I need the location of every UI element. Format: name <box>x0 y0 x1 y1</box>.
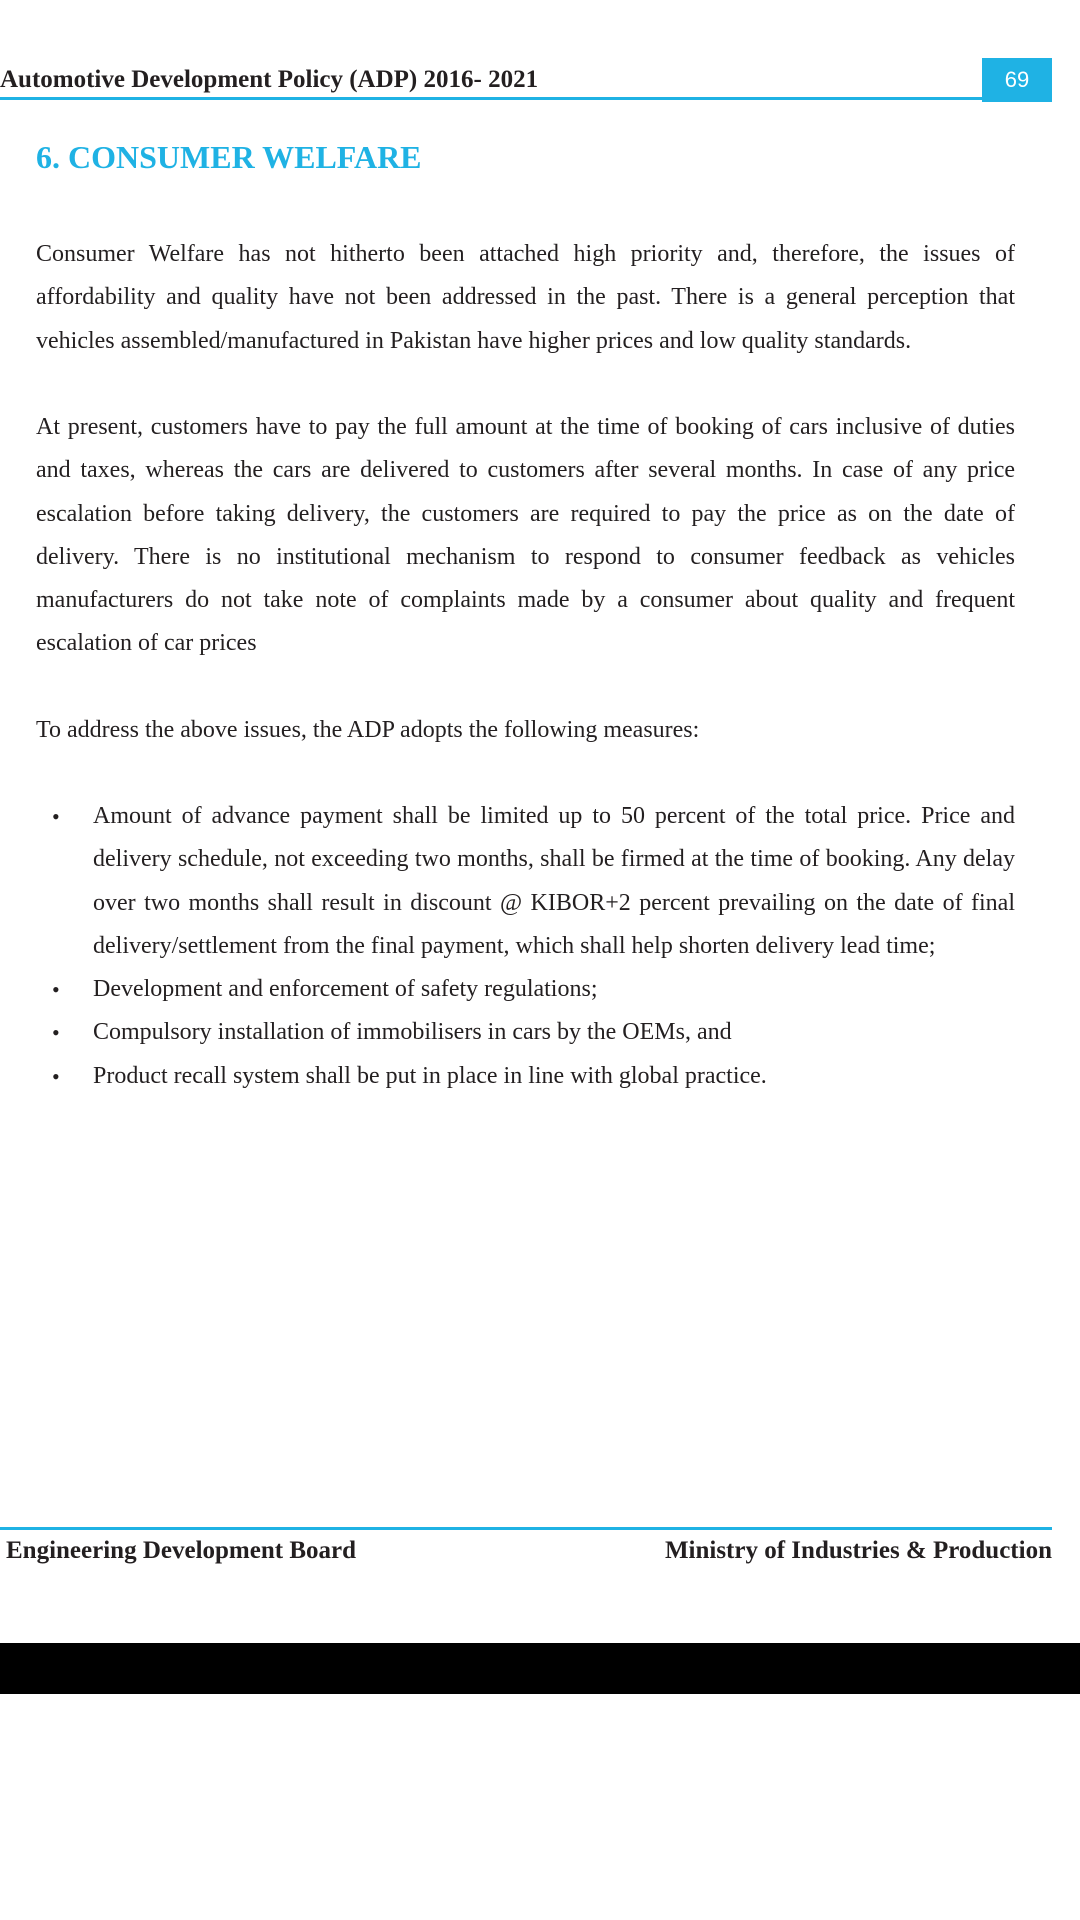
bullet-icon: • <box>52 1063 60 1089</box>
section-heading: 6. CONSUMER WELFARE <box>36 139 422 175</box>
list-item-text: Product recall system shall be put in place in line with global practice. <box>93 1062 767 1089</box>
list-item-text: Development and enforcement of safety regulations; <box>93 976 598 1002</box>
list-item <box>36 1011 1015 1054</box>
list-item-text: Amount of advance payment shall be limited up to 50 percent of the total price. Price and delivery schedule, not exceeding two months, shall be firmed at the time of booking. Any delay over two months shall result in discount @ KIBOR+2 percent prevailing on the date of final delivery/settlement from the final payment, which shall help shorten delivery lead time; <box>93 803 1015 959</box>
paragraph: At present, customers have to pay the full amount at the time of booking of cars inclusive of duties and taxes, whereas the cars are delivered to customers after several months. In case of any price escalation before taking delivery, the customers are required to pay the price as on the date of delivery. There is no institutional mechanism to respond to consumer feedback as vehicles manufacturers do not take note of complaints made by a consumer about quality and frequent escalation of car prices <box>36 414 1015 657</box>
footer-ministry: Ministry of Industries & Production <box>664 1537 1052 1564</box>
list-item-text: Compulsory installation of immobilisers in cars by the OEMs, and <box>93 1019 732 1046</box>
paragraph: To address the above issues, the ADP adopts the following measures: <box>36 717 700 743</box>
page-header <box>0 60 1052 100</box>
bottom-black-band <box>0 1643 1080 1694</box>
header-divider <box>0 97 1052 100</box>
document-title: Automotive Development Policy (ADP) 2016- 2021 <box>0 66 539 93</box>
bullet-icon: • <box>52 804 60 829</box>
measures-list <box>36 795 1015 1098</box>
list-item <box>36 1055 1015 1098</box>
paragraph: Consumer Welfare has not hitherto been attached high priority and, therefore, the issues of affordability and quality have not been addressed in the past. There is a general perception that vehicles assembled/manufactured in Pakistan have higher prices and low quality standards. <box>36 241 1015 354</box>
list-item <box>36 968 1015 1011</box>
footer-organization: Engineering Development Board <box>6 1537 356 1564</box>
bullet-icon: • <box>52 1020 60 1046</box>
list-item <box>36 795 1015 968</box>
bullet-icon: • <box>52 977 60 1002</box>
footer-divider <box>0 1527 1052 1530</box>
page-number-badge: 69 <box>982 58 1052 102</box>
